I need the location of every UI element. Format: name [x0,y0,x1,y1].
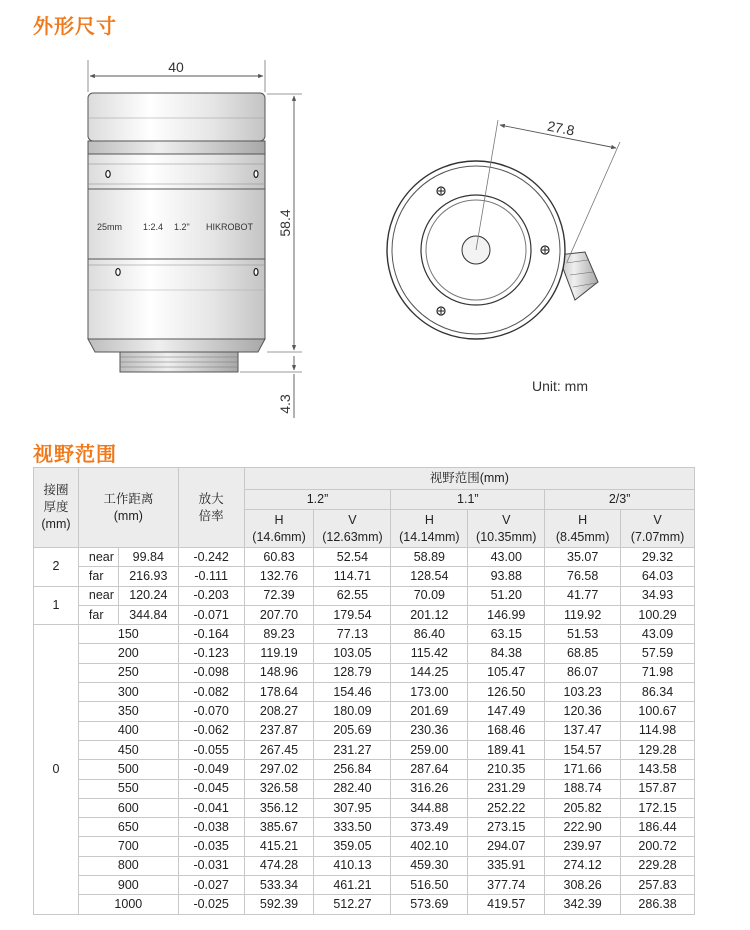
fov-value-cell: 154.46 [314,683,391,702]
fov-value-cell: 474.28 [244,856,314,875]
table-row [34,683,695,702]
distance-tag-cell: far [78,567,118,586]
fov-value-cell: 51.53 [545,625,621,644]
mount-dimension [240,356,302,418]
magnification-cell: -0.070 [178,702,244,721]
fov-value-cell: 86.40 [391,625,468,644]
table-row [34,856,695,875]
fov-value-cell: 179.54 [314,605,391,624]
table-row [34,740,695,759]
magnification-cell: -0.031 [178,856,244,875]
magnification-cell: -0.027 [178,876,244,895]
header-sub-4: H (8.45mm) [545,510,621,548]
fov-value-cell: 57.59 [621,644,695,663]
fov-value-cell: 342.39 [545,895,621,914]
fov-value-cell: 143.58 [621,760,695,779]
working-distance-cell: 900 [78,876,178,895]
table-row [34,818,695,837]
table-row [34,567,695,586]
fov-value-cell: 252.22 [468,798,545,817]
fov-value-cell: 419.57 [468,895,545,914]
fov-value-cell: 86.07 [545,663,621,682]
width-label: 40 [168,59,184,75]
fov-value-cell: 208.27 [244,702,314,721]
fov-value-cell: 282.40 [314,779,391,798]
fov-value-cell: 68.85 [545,644,621,663]
fov-value-cell: 41.77 [545,586,621,605]
fov-value-cell: 93.88 [468,567,545,586]
lens-side-view [88,93,265,372]
fov-value-cell: 316.26 [391,779,468,798]
fov-value-cell: 168.46 [468,721,545,740]
fov-value-cell: 205.82 [545,798,621,817]
fov-value-cell: 186.44 [621,818,695,837]
magnification-cell: -0.055 [178,740,244,759]
fov-value-cell: 573.69 [391,895,468,914]
fov-value-cell: 188.74 [545,779,621,798]
fov-value-cell: 146.99 [468,605,545,624]
fov-value-cell: 63.15 [468,625,545,644]
width-dimension [88,59,265,92]
table-row [34,798,695,817]
fov-value-cell: 105.47 [468,663,545,682]
table-row [34,702,695,721]
table-row [34,721,695,740]
height-dimension [267,94,302,352]
fov-value-cell: 287.64 [391,760,468,779]
working-distance-cell: 350 [78,702,178,721]
fov-value-cell: 402.10 [391,837,468,856]
fov-value-cell: 147.49 [468,702,545,721]
fov-value-cell: 115.42 [391,644,468,663]
section-title-dimensions: 外形尺寸 [33,14,117,38]
fov-value-cell: 385.67 [244,818,314,837]
working-distance-cell: 550 [78,779,178,798]
table-row [34,895,695,914]
fov-value-cell: 273.15 [468,818,545,837]
working-distance-cell: 800 [78,856,178,875]
fov-value-cell: 173.00 [391,683,468,702]
working-distance-cell: 120.24 [118,586,178,605]
fov-value-cell: 103.05 [314,644,391,663]
fov-value-cell: 119.19 [244,644,314,663]
fov-value-cell: 297.02 [244,760,314,779]
fov-value-cell: 230.36 [391,721,468,740]
magnification-cell: -0.098 [178,663,244,682]
fov-value-cell: 100.29 [621,605,695,624]
fov-value-cell: 120.36 [545,702,621,721]
lens-front-view [387,161,598,339]
fov-value-cell: 333.50 [314,818,391,837]
fov-value-cell: 119.92 [545,605,621,624]
magnification-cell: -0.082 [178,683,244,702]
header-sub-0: H (14.6mm) [244,510,314,548]
working-distance-cell: 650 [78,818,178,837]
fov-value-cell: 237.87 [244,721,314,740]
ring-thickness-cell: 1 [34,586,79,625]
magnification-cell: -0.062 [178,721,244,740]
fov-value-cell: 171.66 [545,760,621,779]
fov-value-cell: 86.34 [621,683,695,702]
working-distance-cell: 99.84 [118,548,178,567]
fov-value-cell: 154.57 [545,740,621,759]
working-distance-cell: 1000 [78,895,178,914]
fov-value-cell: 326.58 [244,779,314,798]
header-magnification: 放大 倍率 [178,468,244,548]
fov-value-cell: 128.54 [391,567,468,586]
fov-value-cell: 103.23 [545,683,621,702]
lens-brand-text: HIKROBOT [206,222,254,232]
fov-value-cell: 62.55 [314,586,391,605]
table-row [34,663,695,682]
fov-value-cell: 210.35 [468,760,545,779]
lens-dimension-drawing [0,40,750,425]
fov-value-cell: 344.88 [391,798,468,817]
fov-value-cell: 43.00 [468,548,545,567]
magnification-cell: -0.123 [178,644,244,663]
fov-value-cell: 257.83 [621,876,695,895]
fov-value-cell: 100.67 [621,702,695,721]
working-distance-cell: 400 [78,721,178,740]
header-ring-thickness: 接圈 厚度 (mm) [34,468,79,548]
fov-value-cell: 58.89 [391,548,468,567]
fov-value-cell: 180.09 [314,702,391,721]
fov-value-cell: 201.69 [391,702,468,721]
magnification-cell: -0.049 [178,760,244,779]
table-row [34,625,695,644]
table-row [34,837,695,856]
fov-value-cell: 52.54 [314,548,391,567]
working-distance-cell: 150 [78,625,178,644]
fov-value-cell: 144.25 [391,663,468,682]
working-distance-cell: 250 [78,663,178,682]
magnification-cell: -0.111 [178,567,244,586]
lens-focal-text: 25mm [97,222,123,232]
magnification-cell: -0.041 [178,798,244,817]
fov-table-body [34,548,695,915]
fov-value-cell: 516.50 [391,876,468,895]
fov-value-cell: 359.05 [314,837,391,856]
header-fov: 视野范围(mm) [244,468,694,490]
fov-value-cell: 126.50 [468,683,545,702]
table-row [34,876,695,895]
fov-value-cell: 128.79 [314,663,391,682]
fov-value-cell: 132.76 [244,567,314,586]
fov-value-cell: 512.27 [314,895,391,914]
fov-value-cell: 35.07 [545,548,621,567]
fov-table-header [34,468,695,548]
ring-thickness-cell: 2 [34,548,79,587]
fov-value-cell: 222.90 [545,818,621,837]
magnification-cell: -0.164 [178,625,244,644]
fov-value-cell: 201.12 [391,605,468,624]
fov-value-cell: 307.95 [314,798,391,817]
fov-value-cell: 410.13 [314,856,391,875]
magnification-cell: -0.045 [178,779,244,798]
fov-value-cell: 533.34 [244,876,314,895]
ring-thickness-cell: 0 [34,625,79,914]
fov-value-cell: 157.87 [621,779,695,798]
fov-value-cell: 178.64 [244,683,314,702]
fov-value-cell: 189.41 [468,740,545,759]
fov-value-cell: 70.09 [391,586,468,605]
fov-value-cell: 129.28 [621,740,695,759]
table-row [34,644,695,663]
header-sub-2: H (14.14mm) [391,510,468,548]
fov-value-cell: 459.30 [391,856,468,875]
fov-value-cell: 274.12 [545,856,621,875]
magnification-cell: -0.203 [178,586,244,605]
fov-value-cell: 137.47 [545,721,621,740]
magnification-cell: -0.038 [178,818,244,837]
working-distance-cell: 450 [78,740,178,759]
lens-aperture-text: 1:2.4 [143,222,164,232]
table-row [34,760,695,779]
fov-value-cell: 200.72 [621,837,695,856]
magnification-cell: -0.035 [178,837,244,856]
fov-value-cell: 114.98 [621,721,695,740]
fov-value-cell: 64.03 [621,567,695,586]
lens-format-text: 1.2" [174,222,190,232]
working-distance-cell: 216.93 [118,567,178,586]
fov-value-cell: 71.98 [621,663,695,682]
fov-value-cell: 356.12 [244,798,314,817]
fov-value-cell: 256.84 [314,760,391,779]
fov-value-cell: 461.21 [314,876,391,895]
working-distance-cell: 300 [78,683,178,702]
fov-value-cell: 60.83 [244,548,314,567]
fov-value-cell: 207.70 [244,605,314,624]
table-row [34,548,695,567]
distance-tag-cell: near [78,586,118,605]
distance-tag-cell: far [78,605,118,624]
magnification-cell: -0.071 [178,605,244,624]
fov-value-cell: 294.07 [468,837,545,856]
unit-label: Unit: mm [532,378,588,394]
fov-value-cell: 148.96 [244,663,314,682]
fov-value-cell: 34.93 [621,586,695,605]
magnification-cell: -0.025 [178,895,244,914]
header-sensor-1-1: 1.1” [391,490,545,510]
height-label: 58.4 [277,209,293,237]
fov-value-cell: 89.23 [244,625,314,644]
fov-value-cell: 43.09 [621,625,695,644]
fov-value-cell: 51.20 [468,586,545,605]
fov-value-cell: 231.29 [468,779,545,798]
fov-value-cell: 29.32 [621,548,695,567]
header-sub-3: V (10.35mm) [468,510,545,548]
fov-value-cell: 335.91 [468,856,545,875]
fov-value-cell: 286.38 [621,895,695,914]
fov-value-cell: 231.27 [314,740,391,759]
working-distance-cell: 600 [78,798,178,817]
fov-value-cell: 259.00 [391,740,468,759]
section-title-fov: 视野范围 [33,442,117,466]
fov-table [33,467,695,915]
fov-value-cell: 77.13 [314,625,391,644]
fov-value-cell: 373.49 [391,818,468,837]
diameter-label: 27.8 [546,117,576,139]
fov-value-cell: 592.39 [244,895,314,914]
working-distance-cell: 344.84 [118,605,178,624]
fov-value-cell: 84.38 [468,644,545,663]
distance-tag-cell: near [78,548,118,567]
fov-value-cell: 377.74 [468,876,545,895]
header-sub-5: V (7.07mm) [621,510,695,548]
table-row [34,605,695,624]
working-distance-cell: 500 [78,760,178,779]
fov-value-cell: 229.28 [621,856,695,875]
working-distance-cell: 700 [78,837,178,856]
fov-value-cell: 172.15 [621,798,695,817]
fov-value-cell: 239.97 [545,837,621,856]
header-sensor-1-2: 1.2” [244,490,391,510]
fov-value-cell: 205.69 [314,721,391,740]
fov-value-cell: 114.71 [314,567,391,586]
header-sensor-2-3: 2/3” [545,490,695,510]
magnification-cell: -0.242 [178,548,244,567]
fov-value-cell: 72.39 [244,586,314,605]
table-row [34,779,695,798]
fov-value-cell: 267.45 [244,740,314,759]
header-working-distance: 工作距离 (mm) [78,468,178,548]
fov-value-cell: 415.21 [244,837,314,856]
fov-value-cell: 76.58 [545,567,621,586]
header-sub-1: V (12.63mm) [314,510,391,548]
table-row [34,586,695,605]
fov-value-cell: 308.26 [545,876,621,895]
working-distance-cell: 200 [78,644,178,663]
mount-label: 4.3 [277,394,293,414]
